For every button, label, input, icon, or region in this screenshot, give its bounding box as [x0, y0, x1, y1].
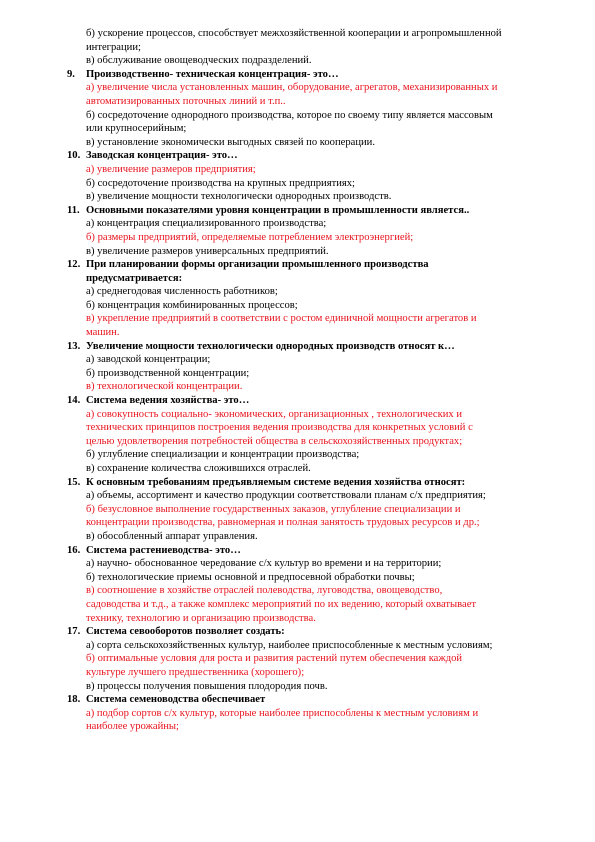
answer-option-line: или крупносерийным;: [86, 123, 187, 135]
question-text: Увеличение мощности технологически однородных производств относят к…: [86, 340, 455, 352]
question-heading: [67, 340, 595, 354]
answer-option-line: б) концентрация комбинированных процессов;: [86, 299, 298, 311]
answer-option-line: в) увеличение размеров универсальных предприятий.: [86, 245, 329, 257]
question-text-continued: предусматривается:: [86, 272, 183, 284]
correct-answer-line: б) оптимальные условия для роста и развития растений путем обеспечения каждой: [86, 653, 463, 665]
answer-option-line: а) научно- обоснованное чередование с/х культур во времени и на территории;: [86, 558, 442, 570]
question-heading: [67, 394, 595, 408]
correct-answer-line: культуре лучшего предшественника (хорошего);: [86, 666, 305, 678]
answer-option-line: б) сосредоточение однородного производства, которое по своему типу является массовым: [86, 109, 493, 121]
correct-answer-line: в) технологической концентрации.: [86, 381, 243, 393]
question-text: Производственно- техническая концентрация- это…: [86, 68, 339, 80]
answer-option-line: а) среднегодовая численность работников;: [86, 286, 278, 298]
question-heading: [67, 204, 595, 218]
question-heading: [67, 258, 595, 272]
question-number: 13.: [67, 340, 81, 352]
answer-option-line: а) концентрация специализированного производства;: [86, 218, 327, 230]
question-number: 11.: [67, 204, 80, 216]
question-text: К основным требованиям предъявляемым системе ведения хозяйства относят:: [86, 476, 466, 488]
correct-answer-line: машин.: [86, 327, 120, 339]
question-text: Основными показателями уровня концентрации в промышленности является..: [86, 204, 470, 216]
question-number: 15.: [67, 476, 81, 488]
answer-option-line: в) установление экономически выгодных связей по кооперации.: [86, 136, 375, 148]
correct-answer-line: а) подбор сортов с/х культур, которые наиболее приспособлены к местным условиям и: [86, 707, 479, 719]
answer-option-line: б) ускорение процессов, способствует межхозяйственной кооперации и агропромышленной: [86, 28, 502, 39]
question-text: При планировании формы организации промышленного производства: [86, 259, 429, 271]
correct-answer-line: концентрации производства, равномерная и полная занятость трудовых ресурсов и др.;: [86, 517, 480, 529]
answer-option-line: б) производственной концентрации;: [86, 367, 250, 379]
answer-option-line: в) сохранение количества сложившихся отраслей.: [86, 463, 311, 474]
question-number: 10.: [67, 150, 81, 162]
question-text: Заводская концентрация- это…: [86, 150, 238, 162]
answer-option-line: в) процессы получения повышения плодородия почв.: [86, 680, 328, 692]
question-heading: [67, 544, 595, 558]
correct-answer-line: а) совокупность социально- экономических, организационных , технологических и: [86, 408, 463, 420]
correct-answer-line: б) размеры предприятий, определяемые потреблением электроэнергией;: [86, 231, 414, 243]
question-number: 14.: [67, 395, 81, 407]
answer-option-line: а) заводской концентрации;: [86, 354, 211, 366]
answer-option-line: а) объемы, ассортимент и качество продукции соответствовали планам с/х предприятия;: [86, 490, 486, 502]
answer-option-line: в) увеличение мощности технологически однородных производств.: [86, 191, 392, 203]
correct-answer-line: технику, технологию и организацию производства.: [86, 612, 316, 624]
correct-answer-line: наиболее урожайны;: [86, 721, 179, 733]
correct-answer-line: б) безусловное выполнение государственных заказов, углубление специализации и: [86, 503, 461, 515]
answer-option-line: в) обслуживание овощеводческих подразделений.: [86, 55, 312, 67]
question-heading: [67, 693, 595, 707]
correct-answer-line: в) соотношение в хозяйстве отраслей полеводства, луговодства, овощеводство,: [86, 585, 443, 597]
correct-answer-line: в) укрепление предприятий в соответствии с ростом единичной мощности агрегатов и: [86, 313, 477, 325]
answer-option-line: а) сорта сельскохозяйственных культур, наиболее приспособленные к местным условиям;: [86, 639, 493, 651]
question-number: 12.: [67, 259, 81, 271]
correct-answer-line: а) увеличение числа установленных машин, оборудование, агрегатов, механизированных и: [86, 82, 498, 94]
question-number: 16.: [67, 544, 81, 556]
correct-answer-line: автоматизированных поточных линий и т.п..: [86, 95, 286, 107]
question-text: Система семеноводства обеспечивает: [86, 694, 266, 706]
question-heading: [67, 68, 595, 82]
question-text: Система севооборотов позволяет создать:: [86, 626, 285, 638]
question-heading: [67, 149, 595, 163]
answer-option-line: б) сосредоточение производства на крупных предприятиях;: [86, 177, 356, 189]
question-number: 9.: [67, 68, 75, 80]
answer-option-line: интеграции;: [86, 41, 141, 53]
correct-answer-line: технических принципов построения ведения производства для конкретных условий с: [86, 422, 473, 434]
question-heading: [67, 625, 595, 639]
question-text: Система ведения хозяйства- это…: [86, 395, 250, 407]
question-number: 18.: [67, 694, 81, 706]
question-list: [0, 27, 595, 734]
question-heading: [67, 476, 595, 490]
question-number: 17.: [67, 626, 81, 638]
answer-option-line: б) углубление специализации и концентрации производства;: [86, 449, 360, 461]
correct-answer-line: садоводства и т.д., а также комплекс мероприятий по их ведению, который охватывает: [86, 598, 477, 610]
correct-answer-line: а) увеличение размеров предприятия;: [86, 163, 256, 175]
correct-answer-line: целью удовлетворения потребностей общества в сельскохозяйственных продуктах;: [86, 435, 463, 447]
answer-option-line: в) обособленный аппарат управления.: [86, 530, 258, 542]
answer-option-line: б) технологические приемы основной и предпосевной обработки почвы;: [86, 571, 415, 583]
question-text: Система растениеводства- это…: [86, 544, 241, 556]
